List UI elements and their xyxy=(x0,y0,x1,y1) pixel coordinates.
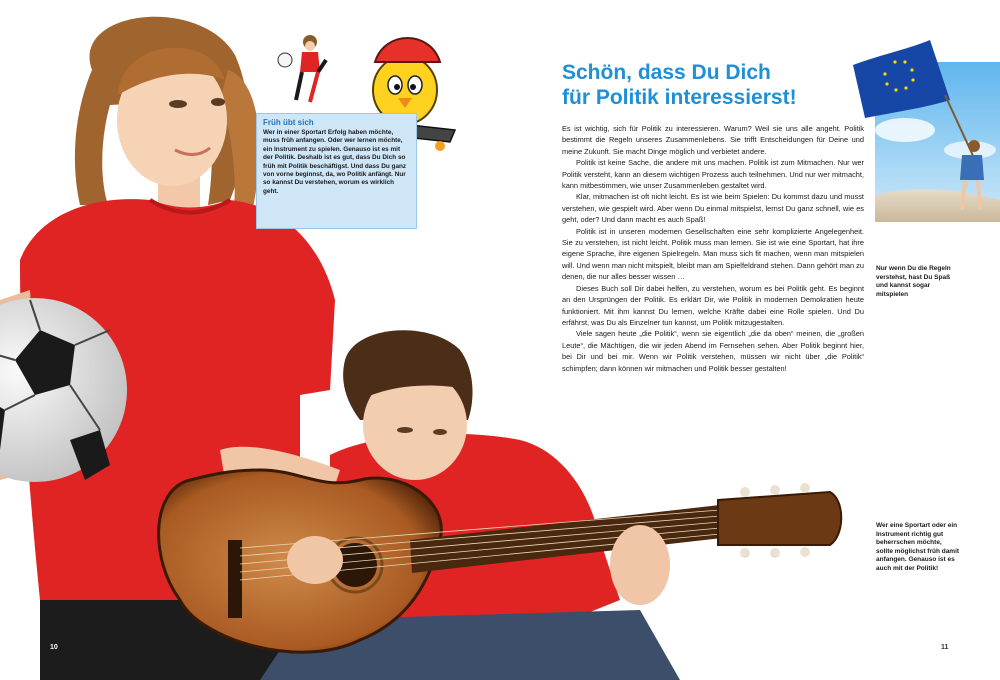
page-title xyxy=(562,60,852,110)
info-box xyxy=(256,113,417,229)
title-line-1: Schön, dass Du Dich xyxy=(562,61,771,84)
body-text xyxy=(562,123,864,374)
paragraph: Politik ist in unseren modernen Gesellschaften eine sehr komplizierte Angelegenheit. Sie zu verstehen, ist nicht leicht. Politik muss man lernen. Sie ist wie eine Sportart, hat ihre eigene Sprache, ihre eigenen Spielregeln. Man muss sich fit machen, wenn man mitspielen will. Und wenn man nicht mitspielt, bleibt man am Spielfeldrand stehen. Dann gehört man zu denen, die nur alles besser wissen … xyxy=(562,226,864,282)
info-box-title: Früh übt sich xyxy=(263,118,314,127)
paragraph: Viele sagen heute „die Politik“, wenn sie eigentlich „die da oben“ meinen, die „großen Leute“, die Mächtigen, die wir jeden Abend im Fernsehen sehen. Aber Politik beginnt hier, bei Dir und bei mir. Wenn wir Politik verstehen, müssen wir nicht über „die Politik“ schimpfen; dann können wir mitmachen und Politik besser gestalten! xyxy=(562,329,864,373)
caption-sport: Wer eine Sportart oder ein Instrument richtig gut beherrschen möchte, sollte möglichst früh damit anfangen. Genauso ist es auch mit der Politik! xyxy=(876,522,960,572)
caption-flag: Nur wenn Du die Regeln verstehst, hast Du Spaß und kannst sogar mitspielen xyxy=(876,265,951,298)
page-number-right: 11 xyxy=(941,644,949,651)
paragraph: Dieses Buch soll Dir dabei helfen, zu verstehen, worum es bei Politik geht. Es beginnt an den Ursprüngen der Politik. Es erklärt Dir, wie Politik in modernen Demokratien heute funktioniert. Mit ihm kannst Du lernen, welche Kräfte dabei eine Rolle spielen. Und Du erfährst, was Du als Einzelner tun kannst, um Politik mitzugestalten. xyxy=(562,283,864,327)
paragraph: Klar, mitmachen ist oft nicht leicht. Es ist wie beim Spielen: Du kommst dazu und musst verstehen, wie gespielt wird. Aber wenn Du einmal mitspielst, lernst Du ganz schnell, wie es geht, oder? Und dann macht es auch Spaß! xyxy=(562,192,864,225)
title-line-2: für Politik interessierst! xyxy=(562,86,797,109)
flag-boy-photo xyxy=(853,40,1000,222)
paragraph: Politik ist keine Sache, die andere mit uns machen. Politik ist zum Mitmachen. Nur wer Politik versteht, kann an diesem wichtigen Prozess auch teilnehmen. Und nur wer mitmacht, kann mitbestimmen, wie unser Zusammenleben gestaltet wird. xyxy=(562,158,864,191)
small-soccer-girl-image xyxy=(278,35,326,102)
page-number-left: 10 xyxy=(50,644,58,651)
paragraph: Es ist wichtig, sich für Politik zu interessieren. Warum? Weil sie uns alle angeht. Politik bestimmt die Regeln unseres Zusammenlebens. Sie trifft Entscheidungen für Deine und meine Zukunft. Sie macht Dinge möglich und verbietet andere. xyxy=(562,124,864,156)
info-box-text: Wer in einer Sportart Erfolg haben möchte, muss früh anfangen. Oder wer lernen möchte, ein Instrument zu spielen. Genauso ist es mit der Politik. Deshalb ist es gut, dass Du Dich so früh mit Politik beschäftigst. Und dass Du ganz von vorne beginnst, da, wo Politik anfängt. Nur so kannst Du verstehen, worum es wirklich geht. xyxy=(263,129,407,195)
